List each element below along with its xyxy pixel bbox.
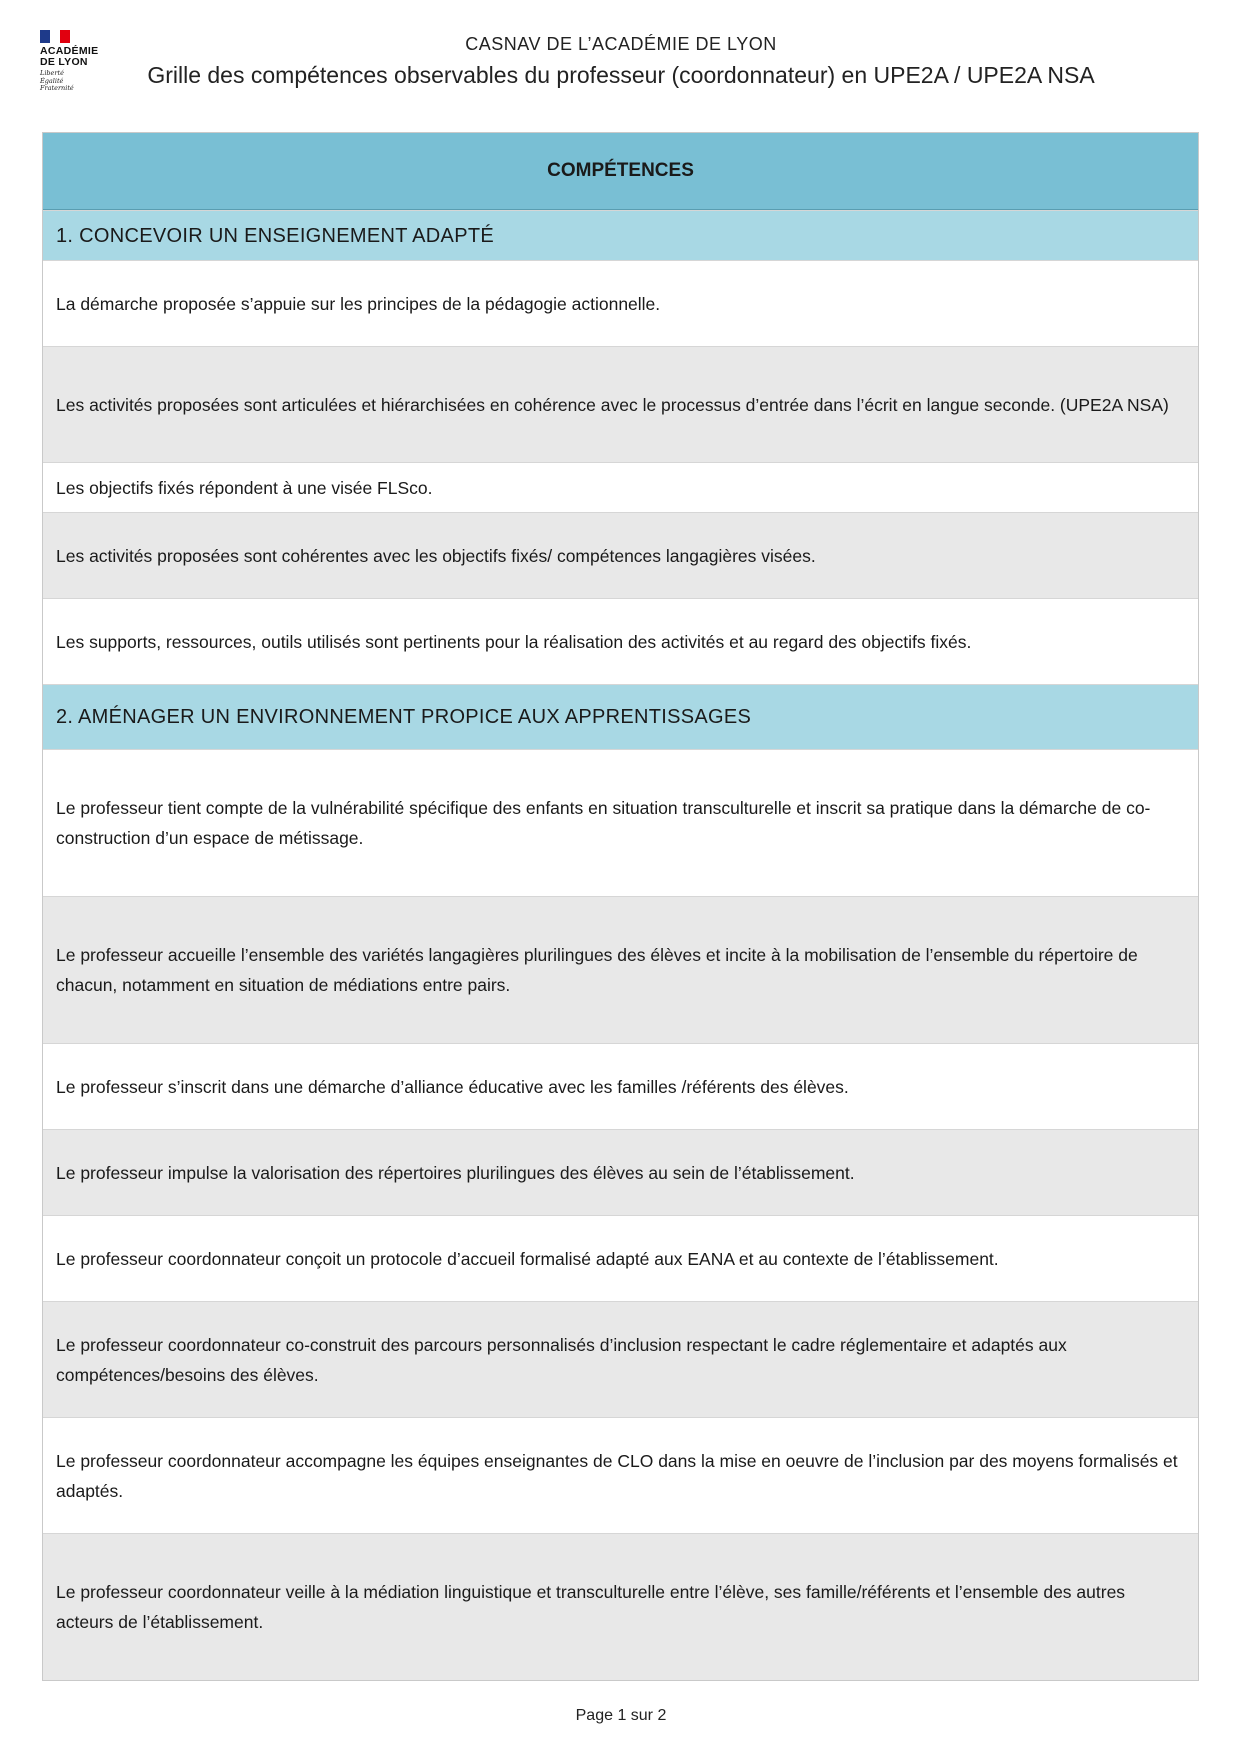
organization-header: CASNAV DE L’ACADÉMIE DE LYON — [465, 34, 777, 54]
page-number: Page 1 sur 2 — [575, 1707, 667, 1724]
logo-line-1: ACADÉMIE — [40, 45, 99, 57]
table-row: Le professeur accueille l’ensemble des variétés langagières plurilingues des élèves et incite à la mobilisation de l’ensemble du répertoire de chacun, notamment en situation de médiations entre pairs. — [43, 896, 1198, 1043]
table-row: Le professeur coordonnateur veille à la médiation linguistique et transculturelle entre l’élève, ses famille/référents et l’ensemble des autres acteurs de l’établissement. — [43, 1533, 1198, 1680]
table-row: Les activités proposées sont cohérentes avec les objectifs fixés/ compétences langagières visées. — [43, 512, 1198, 598]
table-row: Le professeur tient compte de la vulnérabilité spécifique des enfants en situation transculturelle et inscrit sa pratique dans la démarche de co-construction d’un espace de métissage. — [43, 749, 1198, 896]
competences-table — [42, 132, 1199, 1681]
table-row: Le professeur coordonnateur conçoit un protocole d’accueil formalisé adapté aux EANA et au contexte de l’établissement. — [43, 1215, 1198, 1301]
table-row: La démarche proposée s’appuie sur les principes de la pédagogie actionnelle. — [43, 260, 1198, 346]
motto-egalite: Égalité — [40, 76, 64, 85]
table-row: Le professeur s’inscrit dans une démarche d’alliance éducative avec les familles /référents des élèves. — [43, 1043, 1198, 1129]
table-row: Les objectifs fixés répondent à une visée FLSco. — [43, 462, 1198, 512]
table-row: Les supports, ressources, outils utilisés sont pertinents pour la réalisation des activités et au regard des objectifs fixés. — [43, 598, 1198, 684]
motto-liberte: Liberté — [40, 69, 64, 77]
section-heading-1: 1. CONCEVOIR UN ENSEIGNEMENT ADAPTÉ — [43, 210, 1198, 260]
section-heading-2: 2. AMÉNAGER UN ENVIRONNEMENT PROPICE AUX APPRENTISSAGES — [43, 684, 1198, 749]
document-title: Grille des compétences observables du professeur (coordonnateur) en UPE2A / UPE2A NSA — [147, 62, 1095, 88]
table-row: Le professeur coordonnateur co-construit des parcours personnalisés d’inclusion respectant le cadre réglementaire et adaptés aux compétences/besoins des élèves. — [43, 1301, 1198, 1417]
table-row: Le professeur impulse la valorisation des répertoires plurilingues des élèves au sein de l’établissement. — [43, 1129, 1198, 1215]
table-title: COMPÉTENCES — [43, 133, 1198, 210]
motto-fraternite: Fraternité — [40, 84, 74, 92]
logo-line-2: DE LYON — [40, 56, 88, 68]
table-row: Le professeur coordonnateur accompagne les équipes enseignantes de CLO dans la mise en oeuvre de l’inclusion par des moyens formalisés et adaptés. — [43, 1417, 1198, 1533]
table-row: Les activités proposées sont articulées et hiérarchisées en cohérence avec le processus d’entrée dans l’écrit en langue seconde. (UPE2A NSA) — [43, 346, 1198, 462]
